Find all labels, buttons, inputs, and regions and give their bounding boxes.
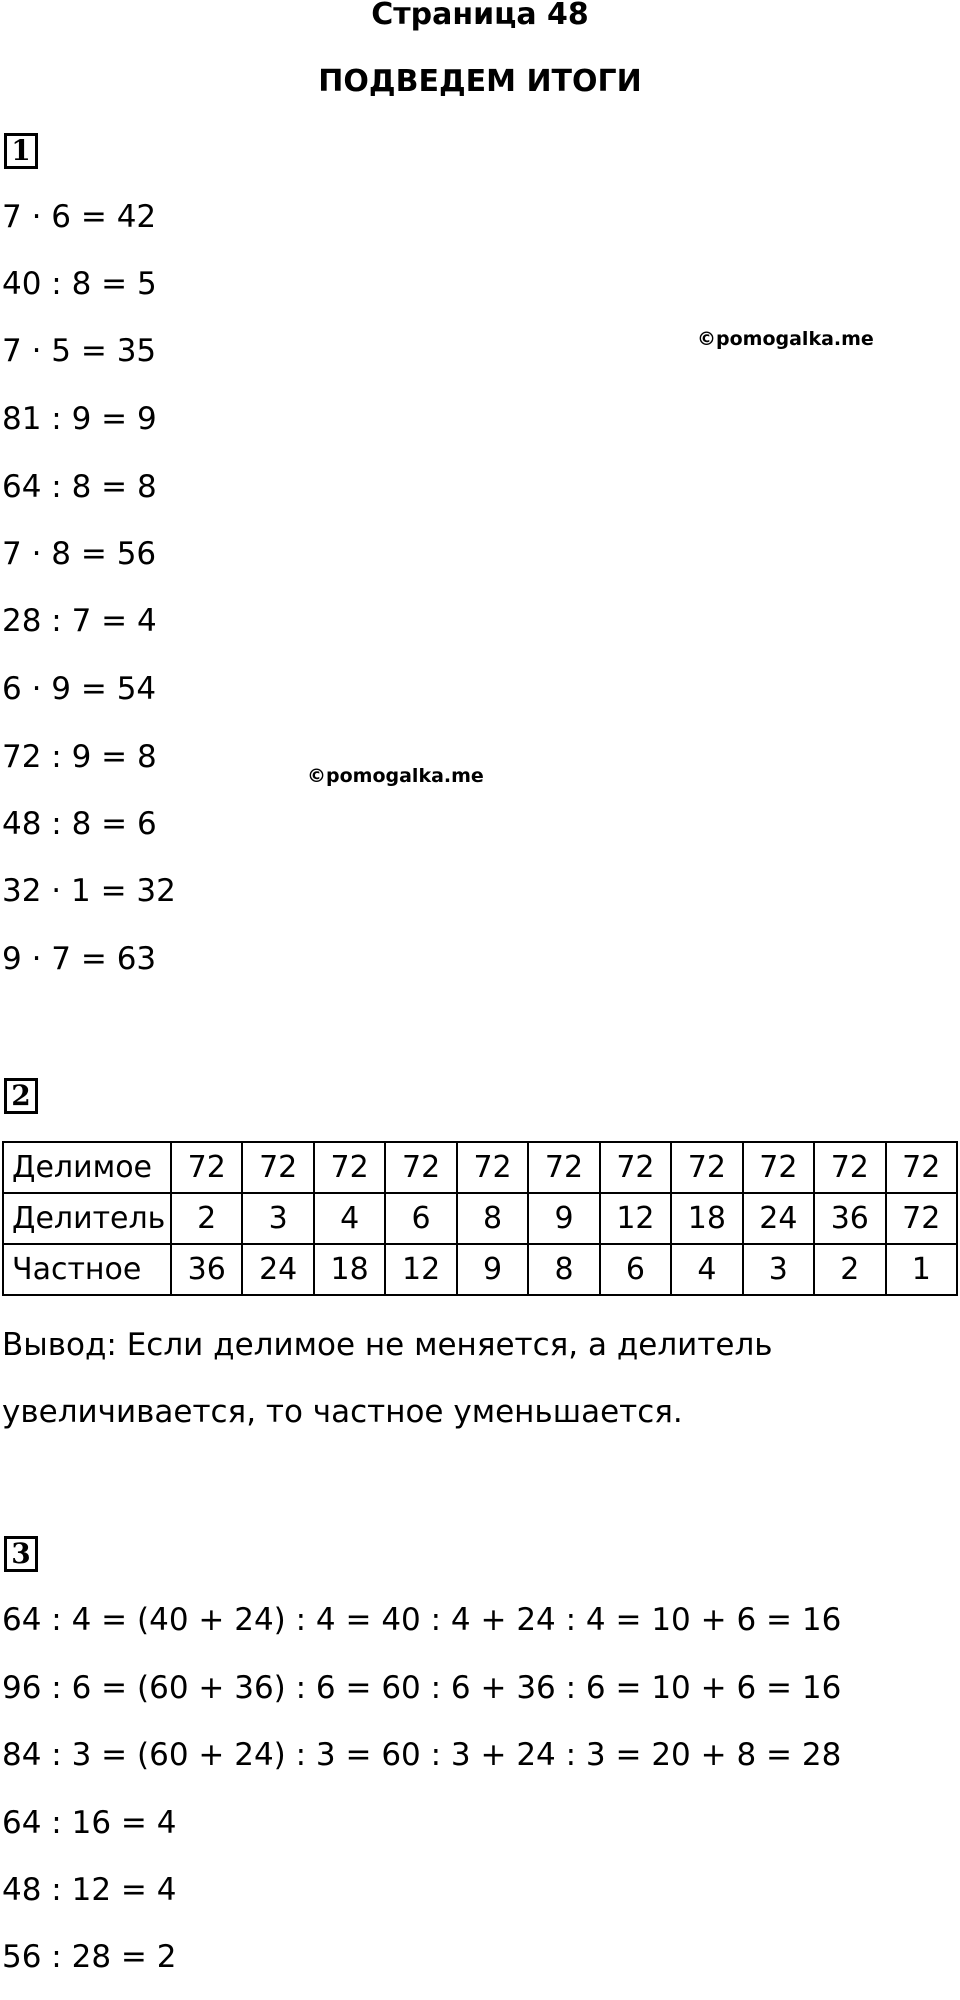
table-cell: 6 bbox=[600, 1244, 671, 1295]
table-cell: 8 bbox=[457, 1193, 528, 1244]
watermark: ©pomogalka.me bbox=[697, 328, 874, 350]
table-cell: 24 bbox=[242, 1244, 313, 1295]
task-2-number: 2 bbox=[4, 1078, 38, 1114]
table-row-label: Делитель bbox=[3, 1193, 171, 1244]
table-cell: 12 bbox=[385, 1244, 456, 1295]
table-cell: 72 bbox=[457, 1142, 528, 1193]
task-1-line: 40 : 8 = 5 bbox=[2, 266, 157, 302]
task-1-line: 48 : 8 = 6 bbox=[2, 806, 157, 842]
watermark: ©pomogalka.me bbox=[307, 765, 484, 787]
table-cell: 36 bbox=[814, 1193, 885, 1244]
task-3-line: 96 : 6 = (60 + 36) : 6 = 60 : 6 + 36 : 6 = 10 + 6 = 16 bbox=[2, 1670, 842, 1706]
table-cell: 72 bbox=[886, 1142, 957, 1193]
table-row bbox=[3, 1193, 957, 1244]
task-1-line: 9 · 7 = 63 bbox=[2, 941, 157, 977]
table-cell: 72 bbox=[171, 1142, 242, 1193]
task-1-line: 7 · 8 = 56 bbox=[2, 536, 157, 572]
table-cell: 72 bbox=[743, 1142, 814, 1193]
table-cell: 72 bbox=[242, 1142, 313, 1193]
table-cell: 2 bbox=[814, 1244, 885, 1295]
table-cell: 9 bbox=[528, 1193, 599, 1244]
page-title: Страница 48 bbox=[371, 0, 589, 32]
task-3-line: 48 : 12 = 4 bbox=[2, 1872, 177, 1908]
table-cell: 4 bbox=[314, 1193, 385, 1244]
table-cell: 18 bbox=[671, 1193, 742, 1244]
division-table bbox=[2, 1141, 958, 1296]
table-cell: 9 bbox=[457, 1244, 528, 1295]
table-cell: 72 bbox=[814, 1142, 885, 1193]
table-cell: 72 bbox=[385, 1142, 456, 1193]
task-1-number: 1 bbox=[4, 133, 38, 169]
task-3-line: 56 : 28 = 2 bbox=[2, 1939, 177, 1975]
task-3-line: 84 : 3 = (60 + 24) : 3 = 60 : 3 + 24 : 3 = 20 + 8 = 28 bbox=[2, 1737, 842, 1773]
table-row bbox=[3, 1244, 957, 1295]
table-cell: 12 bbox=[600, 1193, 671, 1244]
table-cell: 18 bbox=[314, 1244, 385, 1295]
table-cell: 1 bbox=[886, 1244, 957, 1295]
task-1-line: 81 : 9 = 9 bbox=[2, 401, 157, 437]
table-row-label: Делимое bbox=[3, 1142, 171, 1193]
task-1-line: 7 · 5 = 35 bbox=[2, 333, 157, 369]
task-3-number: 3 bbox=[4, 1536, 38, 1572]
table-cell: 4 bbox=[671, 1244, 742, 1295]
task-3-line: 64 : 4 = (40 + 24) : 4 = 40 : 4 + 24 : 4 = 10 + 6 = 16 bbox=[2, 1602, 842, 1638]
task-1-line: 72 : 9 = 8 bbox=[2, 739, 157, 775]
task-1-line: 64 : 8 = 8 bbox=[2, 469, 157, 505]
table-cell: 3 bbox=[242, 1193, 313, 1244]
task-1-line: 32 · 1 = 32 bbox=[2, 873, 176, 909]
table-cell: 24 bbox=[743, 1193, 814, 1244]
section-heading: ПОДВЕДЕМ ИТОГИ bbox=[318, 64, 642, 99]
table-cell: 72 bbox=[886, 1193, 957, 1244]
table-cell: 72 bbox=[314, 1142, 385, 1193]
conclusion-line: Вывод: Если делимое не меняется, а делитель bbox=[2, 1327, 773, 1363]
task-3-line: 64 : 16 = 4 bbox=[2, 1805, 177, 1841]
table-row bbox=[3, 1142, 957, 1193]
table-cell: 3 bbox=[743, 1244, 814, 1295]
task-1-line: 28 : 7 = 4 bbox=[2, 603, 157, 639]
table-cell: 8 bbox=[528, 1244, 599, 1295]
task-1-line: 7 · 6 = 42 bbox=[2, 199, 157, 235]
table-cell: 6 bbox=[385, 1193, 456, 1244]
table-cell: 72 bbox=[600, 1142, 671, 1193]
table-cell: 2 bbox=[171, 1193, 242, 1244]
table-row-label: Частное bbox=[3, 1244, 171, 1295]
conclusion-line: увеличивается, то частное уменьшается. bbox=[2, 1394, 683, 1430]
table-cell: 72 bbox=[671, 1142, 742, 1193]
table-cell: 72 bbox=[528, 1142, 599, 1193]
task-1-line: 6 · 9 = 54 bbox=[2, 671, 157, 707]
table-cell: 36 bbox=[171, 1244, 242, 1295]
